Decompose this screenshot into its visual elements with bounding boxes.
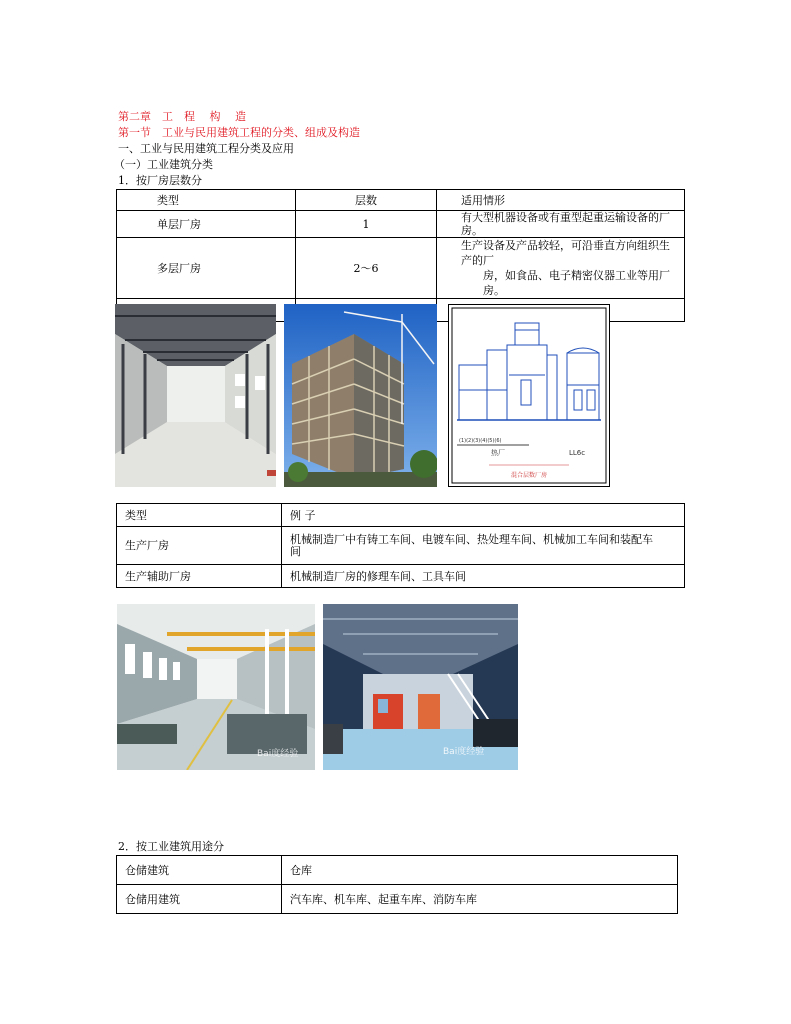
table-cell: 仓储用建筑 bbox=[117, 885, 282, 914]
table-row bbox=[117, 565, 685, 588]
chapter-heading: 第二章 工 程 构 造 bbox=[118, 110, 246, 123]
header-cell: 层数 bbox=[296, 190, 437, 211]
table-row bbox=[117, 885, 678, 914]
table-row bbox=[117, 238, 685, 299]
header-cell: 例 子 bbox=[282, 504, 685, 527]
storage-table bbox=[116, 855, 678, 914]
mixed-storey-section-diagram bbox=[448, 304, 610, 487]
table-cell: 生产辅助厂房 bbox=[117, 565, 282, 588]
cell-line: 间 bbox=[290, 544, 301, 558]
section-heading: 第一节 工业与民用建筑工程的分类、组成及构造 bbox=[118, 126, 360, 139]
table-cell: 2～6 bbox=[296, 238, 437, 299]
table-cell: 仓库 bbox=[282, 856, 678, 885]
diagram-caption-left: (1)(2)(3)(4)(5)(6) bbox=[459, 438, 502, 444]
floors-table bbox=[116, 189, 685, 322]
header-cell: 适用情形 bbox=[437, 190, 685, 211]
table-row bbox=[117, 527, 685, 565]
table-cell: 机械制造厂房的修理车间、工具车间 bbox=[282, 565, 685, 588]
table-cell: 汽车库、机车库、起重车库、消防车库 bbox=[282, 885, 678, 914]
table-header-row bbox=[117, 190, 685, 211]
table-cell: 多层厂房 bbox=[117, 238, 296, 299]
usage-table bbox=[116, 503, 685, 588]
table-row bbox=[117, 856, 678, 885]
table-cell bbox=[437, 238, 685, 299]
auxiliary-workshop-photo bbox=[323, 604, 518, 770]
multi-storey-construction-photo bbox=[284, 304, 437, 487]
table-cell bbox=[282, 527, 685, 565]
item-by-usage: 2．按工业建筑用途分 bbox=[118, 840, 224, 853]
header-cell: 类型 bbox=[117, 190, 296, 211]
cell-line: 房，如食品、电子精密仪器工业等用厂房。 bbox=[483, 269, 670, 297]
cell-line: 生产设备及产品较轻，可沿垂直方向组织生产的厂 bbox=[461, 239, 670, 267]
table-header-row bbox=[117, 504, 685, 527]
single-storey-factory-photo bbox=[115, 304, 276, 487]
table-cell: 生产厂房 bbox=[117, 527, 282, 565]
table-row bbox=[117, 211, 685, 238]
production-workshop-photo bbox=[117, 604, 315, 770]
header-cell: 类型 bbox=[117, 504, 282, 527]
watermark-text: Bai度经验 bbox=[443, 747, 485, 757]
subheading-classification: 一、工业与民用建筑工程分类及应用 bbox=[118, 142, 294, 155]
table-cell: 仓储建筑 bbox=[117, 856, 282, 885]
table-cell: 1 bbox=[296, 211, 437, 238]
subheading-industrial: （一）工业建筑分类 bbox=[114, 158, 213, 171]
table-cell: 单层厂房 bbox=[117, 211, 296, 238]
item-by-floors: 1．按厂房层数分 bbox=[118, 174, 202, 187]
table-cell: 有大型机器设备或有重型起重运输设备的厂房。 bbox=[437, 211, 685, 238]
diagram-label-left: 热厂 bbox=[491, 449, 505, 457]
cell-line: 机械制造厂中有铸工车间、电镀车间、热处理车间、机械加工车间和装配车 bbox=[290, 532, 653, 546]
diagram-footer: 混合层数厂房 bbox=[511, 472, 548, 479]
watermark-text: Bai度经验 bbox=[257, 749, 299, 759]
diagram-label-right: LL6c bbox=[569, 449, 586, 457]
